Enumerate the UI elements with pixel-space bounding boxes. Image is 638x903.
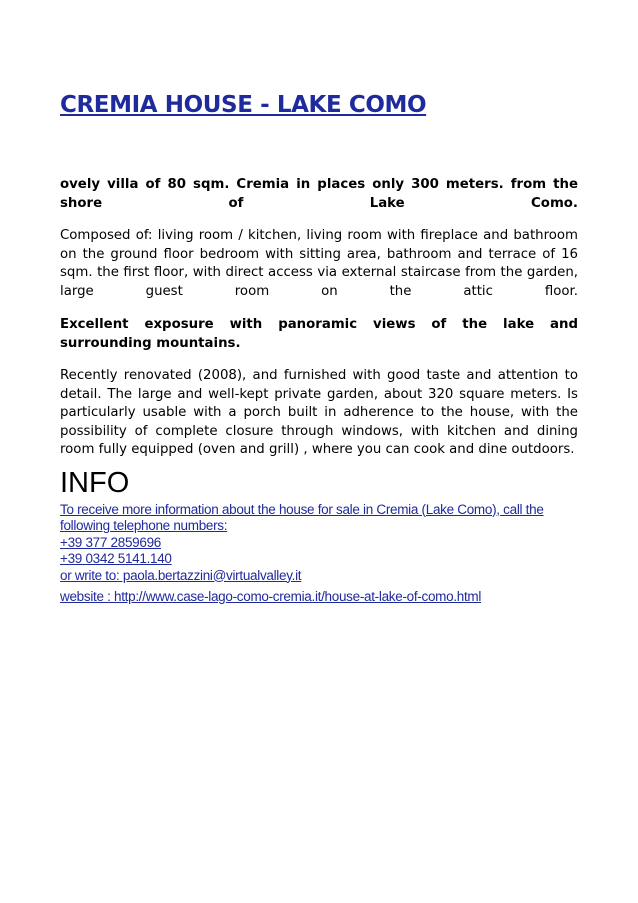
info-section xyxy=(60,502,578,606)
composition-paragraph: Composed of: living room / kitchen, living room with fireplace and bathroom on the ground floor bedroom with sitting area, bathroom and terrace of 16 sqm. the first floor, with direct access via external staircase from the garden, large guest room on the attic floor. xyxy=(60,228,578,299)
renovation-paragraph: Recently renovated (2008), and furnished with good taste and attention to detail. The large and well-kept private garden, about 320 square meters. Is particularly usable with a porch built in adherence to the house, with the possibility of complete closure through windows, with kitchen and dining room fully equipped (oven and grill) , where you can cook and dine outdoors. xyxy=(60,368,578,457)
info-request-line1[interactable]: To receive more information about the house for sale in Cremia (Lake Como), call the xyxy=(60,501,544,517)
website-link[interactable]: website : http://www.case-lago-como-cremia.it/house-at-lake-of-como.html xyxy=(60,589,482,604)
page-title: CREMIA HOUSE - LAKE COMO xyxy=(60,92,427,118)
email-link[interactable]: or write to: paola.bertazzini@virtualvalley.it xyxy=(60,567,302,583)
intro-paragraph: ovely villa of 80 sqm. Cremia in places only 300 meters. from the shore of Lake Como. xyxy=(60,177,578,211)
info-request-line2[interactable]: following telephone numbers: xyxy=(60,518,228,533)
phone-number-2[interactable]: +39 0342 5141.140 xyxy=(60,551,172,566)
info-heading: INFO xyxy=(60,466,130,499)
phone-number-1[interactable]: +39 377 2859696 xyxy=(60,534,161,550)
exposure-paragraph: Excellent exposure with panoramic views of the lake and surrounding mountains. xyxy=(60,317,578,351)
document-page xyxy=(60,90,578,606)
